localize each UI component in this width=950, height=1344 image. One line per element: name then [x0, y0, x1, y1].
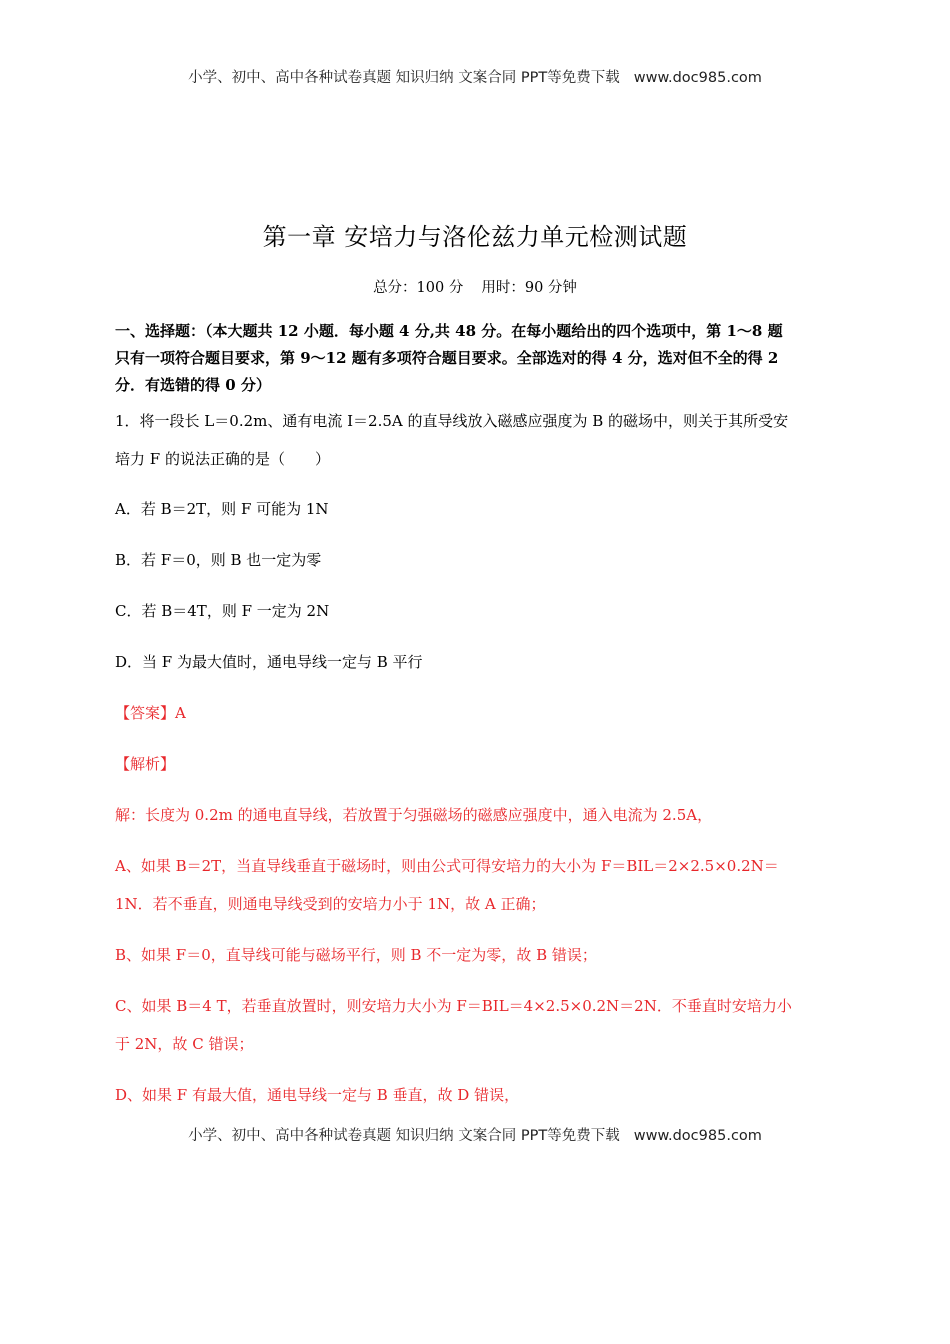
- footer-text: 小学、初中、高中各种试卷真题 知识归纳 文案合同 PPT等免费下载: [188, 1128, 620, 1144]
- analysis-a-line-1: A、如果 B＝2T，当直导线垂直于磁场时，则由公式可得安培力的大小为 F＝BIL＝2×2.5×0.2N＝: [115, 857, 779, 875]
- section-heading-line-2: 只有一项符合题目要求，第 9～12 题有多项符合题目要求。全部选对的得 4 分，选对但不全的得 2: [115, 349, 779, 367]
- answer-line: 【答案】A: [115, 704, 186, 722]
- page-footer: [0, 1124, 950, 1145]
- analysis-c-line-1: C、如果 B＝4 T，若垂直放置时，则安培力大小为 F＝BIL＝4×2.5×0.2N＝2N．不垂直时安培力小: [115, 997, 792, 1015]
- question-1-stem-line-2: 培力 F 的说法正确的是（ ）: [115, 450, 330, 468]
- footer-site-link[interactable]: www.doc985.com: [633, 1128, 762, 1144]
- header-text: 小学、初中、高中各种试卷真题 知识归纳 文案合同 PPT等免费下载: [188, 70, 620, 86]
- section-heading-line-1: 一、选择题：（本大题共 12 小题．每小题 4 分,共 48 分。在每小题给出的四个选项中，第 1～8 题: [115, 322, 783, 340]
- question-1-stem-line-1: 1．将一段长 L＝0.2m、通有电流 I＝2.5A 的直导线放入磁感应强度为 B 的磁场中，则关于其所受安: [115, 412, 789, 430]
- analysis-b: B、如果 F＝0，直导线可能与磁场平行，则 B 不一定为零，故 B 错误；: [115, 946, 597, 964]
- option-c: C．若 B＝4T，则 F 一定为 2N: [115, 602, 330, 620]
- section-heading-line-3: 分．有选错的得 0 分）: [115, 376, 271, 394]
- analysis-intro: 解：长度为 0.2m 的通电直导线，若放置于匀强磁场的磁感应强度中，通入电流为 2.5A，: [115, 806, 713, 824]
- option-d: D．当 F 为最大值时，通电导线一定与 B 平行: [115, 653, 423, 671]
- exam-meta: [0, 276, 950, 297]
- section-heading: [115, 318, 840, 399]
- option-b: B．若 F＝0，则 B 也一定为零: [115, 551, 322, 569]
- header-site-link[interactable]: www.doc985.com: [633, 70, 762, 86]
- analysis-a-line-2: 1N．若不垂直，则通电导线受到的安培力小于 1N，故 A 正确；: [115, 895, 546, 913]
- page-header: [0, 66, 950, 87]
- document-title: 第一章 安培力与洛伦兹力单元检测试题: [262, 223, 688, 251]
- analysis-d: D、如果 F 有最大值，通电导线一定与 B 垂直，故 D 错误，: [115, 1086, 520, 1104]
- option-a: A．若 B＝2T，则 F 可能为 1N: [115, 500, 329, 518]
- total-score: 总分：100 分: [373, 280, 464, 296]
- analysis-label: 【解析】: [115, 755, 176, 773]
- analysis-c-line-2: 于 2N，故 C 错误；: [115, 1035, 254, 1053]
- time-limit: 用时：90 分钟: [481, 280, 577, 296]
